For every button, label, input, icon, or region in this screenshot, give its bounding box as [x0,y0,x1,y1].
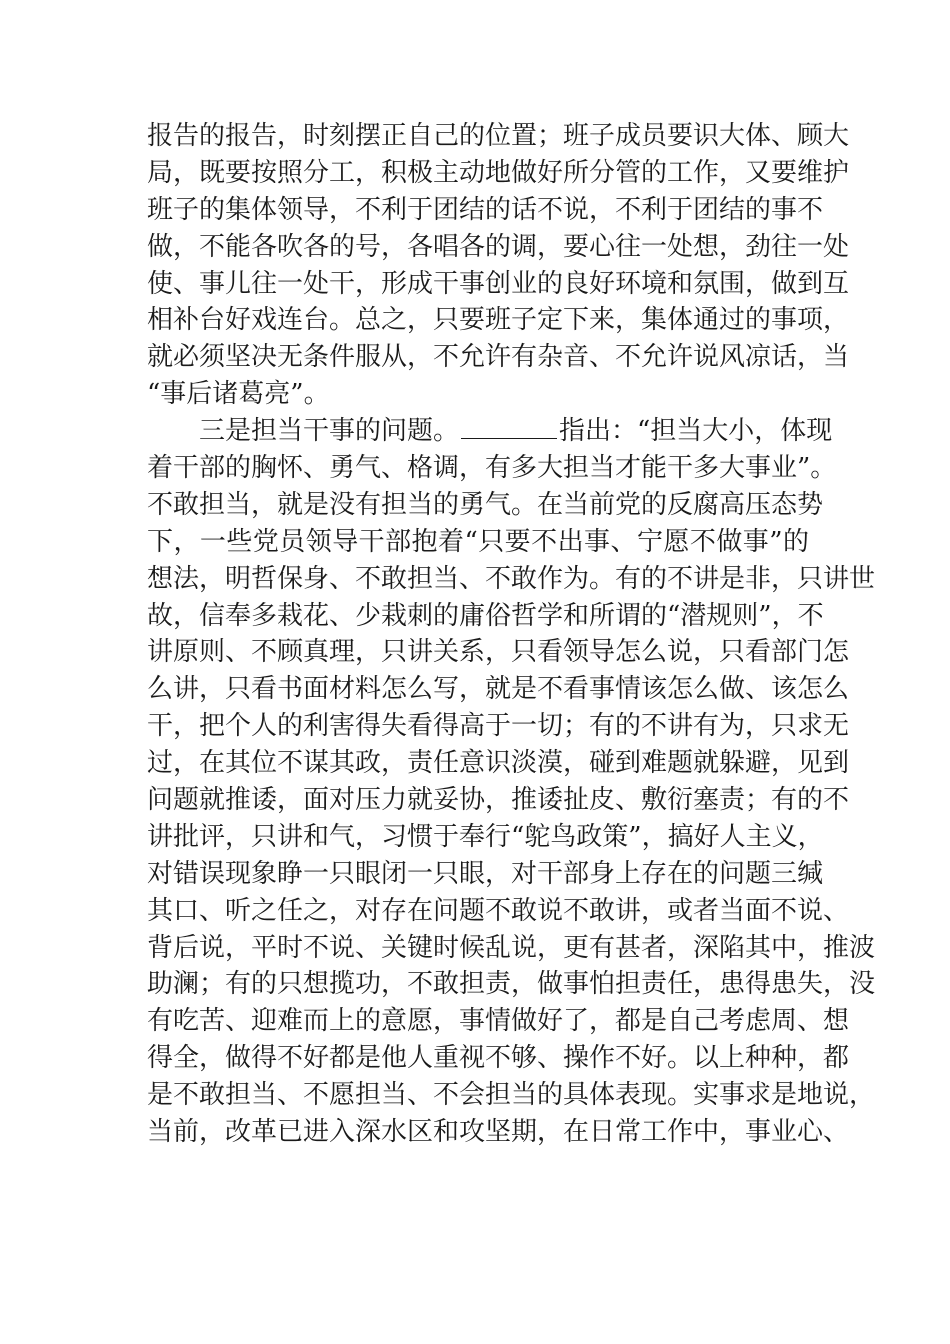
text-line: 助澜；有的只想揽功，不敢担责，做事怕担责任，患得患失，没 [147,969,876,1000]
text-line: 有吃苦、迎难而上的意愿，事情做好了，都是自己考虑周、想 [147,1006,850,1037]
text-line: 当前，改革已进入深水区和攻坚期，在日常工作中，事业心、 [147,1117,850,1148]
paragraph-first-line [147,413,833,450]
text-line: 不敢担当，就是没有担当的勇气。在当前党的反腐高压态势 [147,489,824,520]
text-line: 下，一些党员领导干部抱着“只要不出事、宁愿不做事”的 [147,526,809,557]
text-line: 得全，做得不好都是他人重视不够、操作不好。以上种种，都 [147,1043,850,1074]
text-line: 其口、听之任之，对存在问题不敢说不敢讲，或者当面不说、 [147,895,850,926]
text-line: 问题就推诿，面对压力就妥协，推诿扯皮、敷衍塞责；有的不 [147,785,850,816]
text-line: 局，既要按照分工，积极主动地做好所分管的工作，又要维护 [147,157,850,188]
text-line: 相补台好戏连台。总之，只要班子定下来，集体通过的事项， [147,305,850,336]
text-line: 是不敢担当、不愿担当、不会担当的具体表现。实事求是地说， [147,1080,876,1111]
text-line: 报告的报告，时刻摆正自己的位置；班子成员要识大体、顾大 [147,121,850,151]
text-line: 想法，明哲保身、不敢担当、不敢作为。有的不讲是非，只讲世 [147,563,876,594]
text-line: 过，在其位不谋其政，责任意识淡漠，碰到难题就躲避，见到 [147,748,850,779]
text-line: 干，把个人的利害得失看得高于一切；有的不讲有为，只求无 [147,711,850,742]
blank-underline [461,416,557,439]
body-text [147,118,876,1151]
text-line: 班子的集体领导，不利于团结的话不说，不利于团结的事不 [147,194,824,225]
text-line: “事后诸葛亮”。 [147,379,330,410]
text-line: 讲原则、不顾真理，只讲关系，只看领导怎么说，只看部门怎 [147,637,850,668]
text-line: 使、事儿往一处干，形成干事创业的良好环境和氛围，做到互 [147,268,850,299]
text-span: 指出：“担当大小，体现 [559,416,833,447]
text-line: 讲批评，只讲和气，习惯于奉行“鸵鸟政策”，搞好人主义， [147,821,824,852]
text-line: 做，不能各吹各的号，各唱各的调，要心往一处想，劲往一处 [147,231,850,262]
text-span: 三是担当干事的问题。 [199,416,460,447]
text-line: 背后说，平时不说、关键时候乱说，更有甚者，深陷其中，推波 [147,932,876,963]
text-line: 么讲，只看书面材料怎么写，就是不看事情该怎么做、该怎么 [147,674,850,705]
text-line: 着干部的胸怀、勇气、格调，有多大担当才能干多大事业”。 [147,453,837,484]
text-line: 对错误现象睁一只眼闭一只眼，对干部身上存在的问题三缄 [147,858,824,889]
text-line: 故，信奉多栽花、少栽刺的庸俗哲学和所谓的“潜规则”，不 [147,600,824,631]
text-line: 就必须坚决无条件服从，不允许有杂音、不允许说风凉话，当 [147,342,850,373]
